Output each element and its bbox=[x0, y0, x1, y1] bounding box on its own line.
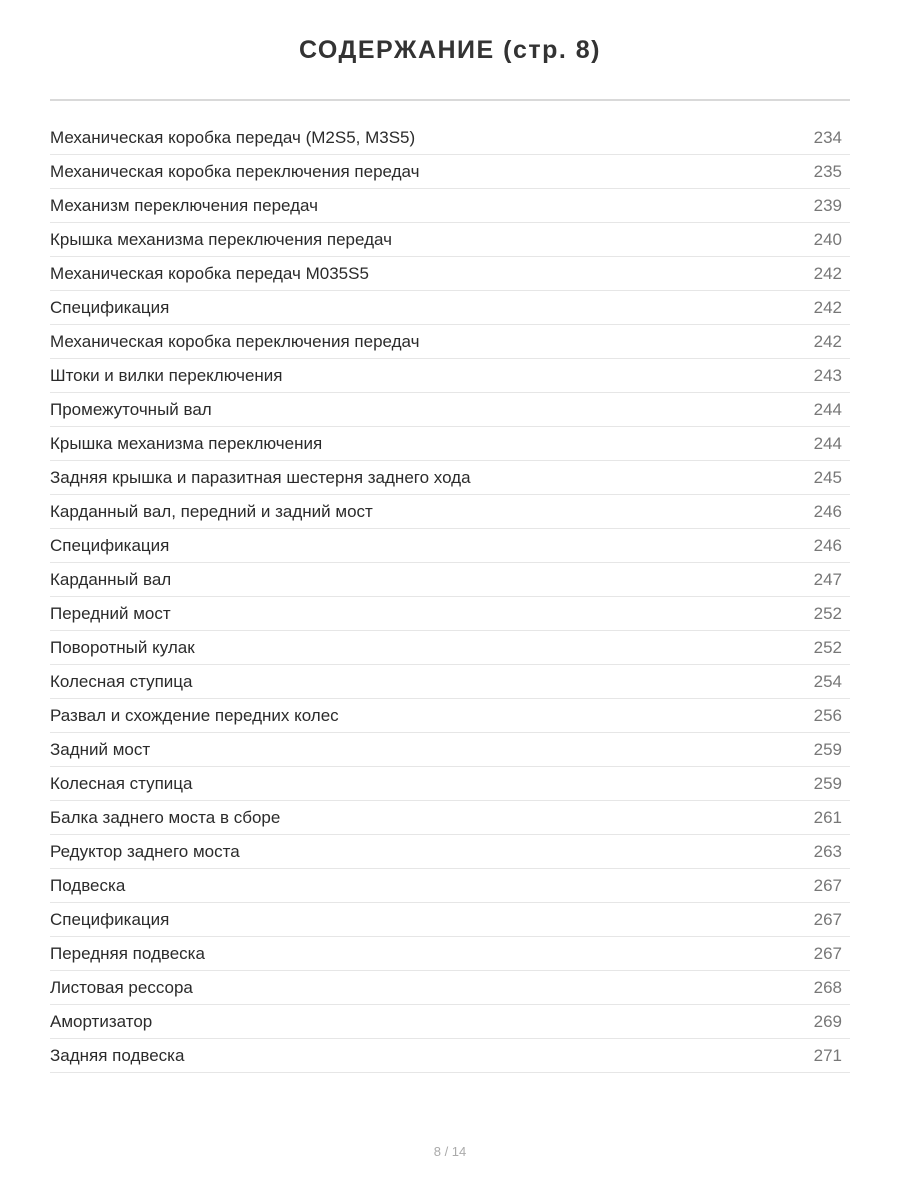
toc-entry-label: Спецификация bbox=[50, 909, 170, 929]
toc-entry-label: Штоки и вилки переключения bbox=[50, 365, 283, 385]
toc-entry[interactable] bbox=[50, 665, 850, 699]
toc-entry-page-number: 254 bbox=[813, 671, 842, 691]
toc-entry[interactable] bbox=[50, 903, 850, 937]
toc-entry-page-number: 234 bbox=[813, 127, 842, 147]
toc-entry-label: Развал и схождение передних колес bbox=[50, 705, 339, 725]
toc-entry-label: Спецификация bbox=[50, 297, 170, 317]
toc-entry[interactable] bbox=[50, 529, 850, 563]
toc-entry-page-number: 235 bbox=[813, 161, 842, 181]
toc-entry-label: Задний мост bbox=[50, 739, 151, 759]
toc-entry[interactable] bbox=[50, 461, 850, 495]
toc-entry-label: Карданный вал bbox=[50, 569, 172, 589]
toc-entry-label: Промежуточный вал bbox=[50, 399, 212, 419]
toc-entry[interactable] bbox=[50, 733, 850, 767]
toc-entry-label: Спецификация bbox=[50, 535, 170, 555]
toc-entry-page-number: 267 bbox=[813, 909, 842, 929]
toc-entry-page-number: 240 bbox=[813, 229, 842, 249]
toc-entry-label: Поворотный кулак bbox=[50, 637, 195, 657]
toc-entry[interactable] bbox=[50, 155, 850, 189]
toc-entry[interactable] bbox=[50, 767, 850, 801]
toc-entry[interactable] bbox=[50, 189, 850, 223]
toc-entry-label: Передний мост bbox=[50, 603, 171, 623]
toc-entry-label: Амортизатор bbox=[50, 1011, 153, 1031]
toc-entry[interactable] bbox=[50, 971, 850, 1005]
toc-entry-page-number: 268 bbox=[813, 977, 842, 997]
toc-entry-label: Задняя подвеска bbox=[50, 1045, 185, 1065]
toc-entry-label: Передняя подвеска bbox=[50, 943, 205, 963]
toc-entry-page-number: 267 bbox=[813, 943, 842, 963]
toc-entry-page-number: 261 bbox=[813, 807, 842, 827]
toc-entry[interactable] bbox=[50, 835, 850, 869]
toc-entry-label: Крышка механизма переключения передач bbox=[50, 229, 392, 249]
toc-entry[interactable] bbox=[50, 325, 850, 359]
toc-entry-label: Механическая коробка передач M035S5 bbox=[50, 263, 369, 283]
toc-entry-label: Листовая рессора bbox=[50, 977, 193, 997]
page-indicator: 8 / 14 bbox=[433, 1144, 467, 1159]
toc-entry-page-number: 271 bbox=[813, 1045, 842, 1065]
toc-entry-page-number: 259 bbox=[813, 739, 842, 759]
toc-entry-label: Механическая коробка переключения передач bbox=[50, 161, 420, 181]
toc-entry[interactable] bbox=[50, 1039, 850, 1073]
toc-entry-label: Подвеска bbox=[50, 875, 126, 895]
toc-entry-label: Крышка механизма переключения bbox=[50, 433, 323, 453]
toc-entry[interactable] bbox=[50, 631, 850, 665]
toc-entry-page-number: 269 bbox=[813, 1011, 842, 1031]
toc-entry[interactable] bbox=[50, 801, 850, 835]
toc-entry-label: Механизм переключения передач bbox=[50, 195, 318, 215]
toc-entry[interactable] bbox=[50, 597, 850, 631]
toc-entry-label: Редуктор заднего моста bbox=[50, 841, 240, 861]
toc-entry[interactable] bbox=[50, 121, 850, 155]
toc-entry-label: Задняя крышка и паразитная шестерня заднего хода bbox=[50, 467, 471, 487]
toc-entry-label: Колесная ступица bbox=[50, 773, 193, 793]
toc-entry-label: Балка заднего моста в сборе bbox=[50, 807, 281, 827]
toc-entry[interactable] bbox=[50, 869, 850, 903]
page-title: СОДЕРЖАНИЕ (стр. 8) bbox=[298, 36, 602, 64]
toc-entry-page-number: 242 bbox=[813, 331, 842, 351]
toc-entry-label: Колесная ступица bbox=[50, 671, 193, 691]
toc-entry-label: Механическая коробка передач (M2S5, M3S5) bbox=[50, 127, 416, 147]
toc-entry-page-number: 243 bbox=[813, 365, 842, 385]
toc-entry-page-number: 245 bbox=[813, 467, 842, 487]
toc-entry-label: Карданный вал, передний и задний мост bbox=[50, 501, 373, 521]
toc-entry-page-number: 246 bbox=[813, 501, 842, 521]
toc-entry-page-number: 252 bbox=[813, 603, 842, 623]
toc-entry-page-number: 259 bbox=[813, 773, 842, 793]
toc-entry-page-number: 267 bbox=[813, 875, 842, 895]
toc-entry-page-number: 239 bbox=[813, 195, 842, 215]
toc-entry[interactable] bbox=[50, 427, 850, 461]
toc-entry[interactable] bbox=[50, 393, 850, 427]
title-divider bbox=[50, 99, 850, 101]
toc-entry[interactable] bbox=[50, 223, 850, 257]
toc-entry[interactable] bbox=[50, 291, 850, 325]
toc-entry[interactable] bbox=[50, 495, 850, 529]
toc-entry-page-number: 244 bbox=[813, 399, 842, 419]
toc-entry[interactable] bbox=[50, 257, 850, 291]
toc-entry-page-number: 247 bbox=[813, 569, 842, 589]
toc-entry[interactable] bbox=[50, 1005, 850, 1039]
toc-entry-page-number: 242 bbox=[813, 297, 842, 317]
toc-entry-page-number: 246 bbox=[813, 535, 842, 555]
toc-entry[interactable] bbox=[50, 937, 850, 971]
toc-entry[interactable] bbox=[50, 359, 850, 393]
toc-entry-page-number: 252 bbox=[813, 637, 842, 657]
toc-entry[interactable] bbox=[50, 563, 850, 597]
table-of-contents bbox=[50, 121, 850, 1073]
toc-entry[interactable] bbox=[50, 699, 850, 733]
toc-entry-label: Механическая коробка переключения передач bbox=[50, 331, 420, 351]
toc-entry-page-number: 242 bbox=[813, 263, 842, 283]
toc-entry-page-number: 244 bbox=[813, 433, 842, 453]
toc-entry-page-number: 256 bbox=[813, 705, 842, 725]
toc-entry-page-number: 263 bbox=[813, 841, 842, 861]
